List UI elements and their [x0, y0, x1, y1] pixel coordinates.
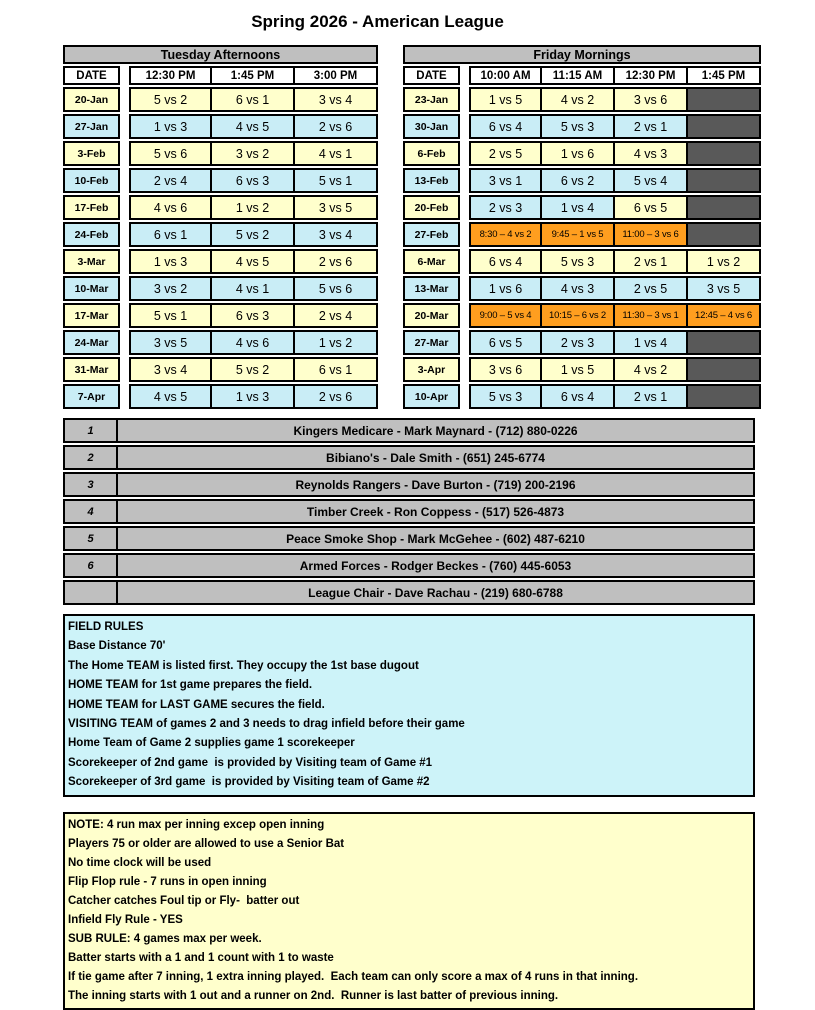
note-rule-line: Flip Flop rule - 7 runs in open inning — [68, 875, 267, 888]
team-number-cell: 5 — [63, 526, 118, 551]
game-cell: 4 vs 3 — [615, 141, 688, 166]
game-cell: 2 vs 6 — [295, 384, 378, 409]
column-spacer — [120, 87, 129, 112]
game-cell: 5 vs 2 — [212, 357, 295, 382]
game-cell: 1 vs 2 — [688, 249, 761, 274]
time-column-header: 3:00 PM — [295, 66, 378, 85]
game-cell: 6 vs 1 — [295, 357, 378, 382]
field-rule-line: HOME TEAM for LAST GAME secures the field. — [68, 698, 325, 711]
game-cell: 3 vs 4 — [295, 222, 378, 247]
game-cell: 5 vs 2 — [212, 222, 295, 247]
date-cell: 13-Mar — [403, 276, 460, 301]
empty-slot-cell — [688, 141, 761, 166]
game-cell: 1 vs 4 — [615, 330, 688, 355]
game-cell: 6 vs 5 — [469, 330, 542, 355]
game-cell: 5 vs 1 — [295, 168, 378, 193]
field-rules-box — [63, 614, 755, 797]
column-spacer — [460, 384, 469, 409]
date-column-header: DATE — [63, 66, 120, 85]
column-spacer — [120, 168, 129, 193]
date-cell: 20-Mar — [403, 303, 460, 328]
game-cell: 6 vs 1 — [212, 87, 295, 112]
game-cell: 3 vs 1 — [469, 168, 542, 193]
team-contact-cell: Timber Creek - Ron Coppess - (517) 526-4873 — [118, 499, 755, 524]
game-cell: 4 vs 1 — [295, 141, 378, 166]
date-cell: 23-Jan — [403, 87, 460, 112]
date-cell: 30-Jan — [403, 114, 460, 139]
game-cell: 2 vs 3 — [542, 330, 615, 355]
game-cell: 2 vs 5 — [469, 141, 542, 166]
game-cell: 6 vs 3 — [212, 168, 295, 193]
column-spacer — [120, 276, 129, 301]
game-cell: 1 vs 2 — [295, 330, 378, 355]
game-cell: 5 vs 3 — [542, 114, 615, 139]
date-cell: 20-Jan — [63, 87, 120, 112]
field-rule-line: Scorekeeper of 3rd game is provided by Visiting team of Game #2 — [68, 776, 430, 789]
field-rule-line: FIELD RULES — [68, 621, 144, 633]
game-cell: 2 vs 6 — [295, 114, 378, 139]
empty-slot-cell — [688, 384, 761, 409]
team-number-cell: 1 — [63, 418, 118, 443]
date-cell: 31-Mar — [63, 357, 120, 382]
game-cell: 1 vs 5 — [469, 87, 542, 112]
column-spacer — [460, 114, 469, 139]
game-cell: 12:45 – 4 vs 6 — [688, 303, 761, 328]
game-cell: 1 vs 6 — [469, 276, 542, 301]
game-cell: 6 vs 5 — [615, 195, 688, 220]
time-column-header: 1:45 PM — [688, 66, 761, 85]
column-spacer — [120, 303, 129, 328]
date-cell: 24-Feb — [63, 222, 120, 247]
date-cell: 27-Jan — [63, 114, 120, 139]
empty-slot-cell — [688, 330, 761, 355]
game-cell: 3 vs 4 — [129, 357, 212, 382]
note-rule-line: Catcher catches Foul tip or Fly- batter out — [68, 894, 300, 907]
table-title: Tuesday Afternoons — [63, 45, 378, 64]
game-cell: 2 vs 1 — [615, 249, 688, 274]
column-spacer — [460, 303, 469, 328]
column-spacer — [120, 330, 129, 355]
column-spacer — [120, 66, 129, 85]
note-rule-line: No time clock will be used — [68, 856, 212, 869]
team-number-cell: 2 — [63, 445, 118, 470]
game-cell: 8:30 – 4 vs 2 — [469, 222, 542, 247]
game-cell: 9:00 – 5 vs 4 — [469, 303, 542, 328]
date-column-header: DATE — [403, 66, 460, 85]
game-cell: 9:45 – 1 vs 5 — [542, 222, 615, 247]
column-spacer — [460, 168, 469, 193]
game-cell: 2 vs 4 — [129, 168, 212, 193]
column-spacer — [120, 222, 129, 247]
date-cell: 7-Apr — [63, 384, 120, 409]
game-cell: 4 vs 2 — [542, 87, 615, 112]
column-spacer — [460, 87, 469, 112]
time-column-header: 12:30 PM — [615, 66, 688, 85]
game-cell: 2 vs 1 — [615, 114, 688, 139]
note-rule-line: Infield Fly Rule - YES — [68, 913, 183, 926]
date-cell: 6-Feb — [403, 141, 460, 166]
team-number-cell — [63, 580, 118, 605]
note-rule-line: Players 75 or older are allowed to use a Senior Bat — [68, 837, 345, 850]
game-cell: 5 vs 3 — [469, 384, 542, 409]
game-cell: 1 vs 3 — [212, 384, 295, 409]
empty-slot-cell — [688, 357, 761, 382]
game-cell: 4 vs 2 — [615, 357, 688, 382]
game-cell: 11:30 – 3 vs 1 — [615, 303, 688, 328]
column-spacer — [460, 276, 469, 301]
note-rule-line: If tie game after 7 inning, 1 extra inning played. Each team can only score a max of 4 runs in that inning. — [68, 970, 639, 983]
game-cell: 3 vs 6 — [615, 87, 688, 112]
date-cell: 17-Feb — [63, 195, 120, 220]
field-rule-line: VISITING TEAM of games 2 and 3 needs to drag infield before their game — [68, 718, 465, 731]
game-cell: 6 vs 4 — [469, 249, 542, 274]
teams-contact-table — [63, 418, 815, 605]
time-column-header: 10:00 AM — [469, 66, 542, 85]
column-spacer — [460, 195, 469, 220]
game-cell: 2 vs 6 — [295, 249, 378, 274]
game-cell: 6 vs 2 — [542, 168, 615, 193]
game-cell: 1 vs 6 — [542, 141, 615, 166]
notes-box — [63, 812, 755, 1010]
date-cell: 13-Feb — [403, 168, 460, 193]
game-cell: 3 vs 5 — [129, 330, 212, 355]
empty-slot-cell — [688, 87, 761, 112]
date-cell: 24-Mar — [63, 330, 120, 355]
date-cell: 27-Mar — [403, 330, 460, 355]
table-title: Friday Mornings — [403, 45, 761, 64]
game-cell: 5 vs 1 — [129, 303, 212, 328]
game-cell: 6 vs 1 — [129, 222, 212, 247]
game-cell: 5 vs 4 — [615, 168, 688, 193]
game-cell: 2 vs 5 — [615, 276, 688, 301]
column-spacer — [460, 222, 469, 247]
column-spacer — [120, 384, 129, 409]
empty-slot-cell — [688, 168, 761, 193]
date-cell: 6-Mar — [403, 249, 460, 274]
game-cell: 1 vs 3 — [129, 249, 212, 274]
time-column-header: 1:45 PM — [212, 66, 295, 85]
game-cell: 3 vs 5 — [295, 195, 378, 220]
column-spacer — [120, 195, 129, 220]
column-spacer — [120, 114, 129, 139]
team-number-cell: 4 — [63, 499, 118, 524]
column-spacer — [120, 249, 129, 274]
game-cell: 2 vs 3 — [469, 195, 542, 220]
date-cell: 3-Mar — [63, 249, 120, 274]
date-cell: 10-Apr — [403, 384, 460, 409]
date-cell: 3-Apr — [403, 357, 460, 382]
column-spacer — [460, 330, 469, 355]
column-spacer — [120, 357, 129, 382]
game-cell: 1 vs 3 — [129, 114, 212, 139]
time-column-header: 12:30 PM — [129, 66, 212, 85]
game-cell: 2 vs 1 — [615, 384, 688, 409]
team-contact-cell: Reynolds Rangers - Dave Burton - (719) 200-2196 — [118, 472, 755, 497]
field-rule-line: Scorekeeper of 2nd game is provided by Visiting team of Game #1 — [68, 756, 433, 769]
game-cell: 1 vs 4 — [542, 195, 615, 220]
team-contact-cell: League Chair - Dave Rachau - (219) 680-6788 — [118, 580, 755, 605]
game-cell: 3 vs 4 — [295, 87, 378, 112]
date-cell: 27-Feb — [403, 222, 460, 247]
column-spacer — [120, 141, 129, 166]
date-cell: 17-Mar — [63, 303, 120, 328]
team-contact-cell: Bibiano's - Dale Smith - (651) 245-6774 — [118, 445, 755, 470]
column-spacer — [460, 141, 469, 166]
column-spacer — [460, 66, 469, 85]
game-cell: 3 vs 6 — [469, 357, 542, 382]
field-rule-line: Home Team of Game 2 supplies game 1 scorekeeper — [68, 737, 355, 750]
game-cell: 4 vs 3 — [542, 276, 615, 301]
column-spacer — [460, 249, 469, 274]
empty-slot-cell — [688, 114, 761, 139]
column-spacer — [460, 357, 469, 382]
date-cell: 3-Feb — [63, 141, 120, 166]
team-contact-cell: Kingers Medicare - Mark Maynard - (712) 880-0226 — [118, 418, 755, 443]
game-cell: 10:15 – 6 vs 2 — [542, 303, 615, 328]
schedule-tables — [63, 45, 815, 409]
note-rule-line: SUB RULE: 4 games max per week. — [68, 932, 262, 945]
team-number-cell: 6 — [63, 553, 118, 578]
tuesday-afternoons-table — [63, 45, 378, 409]
friday-mornings-table — [403, 45, 761, 409]
game-cell: 5 vs 6 — [129, 141, 212, 166]
game-cell: 1 vs 5 — [542, 357, 615, 382]
field-rule-line: Base Distance 70' — [68, 640, 166, 653]
game-cell: 6 vs 4 — [542, 384, 615, 409]
team-contact-cell: Peace Smoke Shop - Mark McGehee - (602) 487-6210 — [118, 526, 755, 551]
team-contact-cell: Armed Forces - Rodger Beckes - (760) 445-6053 — [118, 553, 755, 578]
game-cell: 6 vs 3 — [212, 303, 295, 328]
game-cell: 3 vs 2 — [212, 141, 295, 166]
game-cell: 3 vs 5 — [688, 276, 761, 301]
game-cell: 4 vs 6 — [212, 330, 295, 355]
game-cell: 5 vs 3 — [542, 249, 615, 274]
game-cell: 5 vs 2 — [129, 87, 212, 112]
game-cell: 2 vs 4 — [295, 303, 378, 328]
note-rule-line: NOTE: 4 run max per inning excep open inning — [68, 818, 325, 831]
empty-slot-cell — [688, 222, 761, 247]
game-cell: 4 vs 5 — [212, 249, 295, 274]
time-column-header: 11:15 AM — [542, 66, 615, 85]
team-number-cell: 3 — [63, 472, 118, 497]
field-rule-line: HOME TEAM for 1st game prepares the field. — [68, 679, 313, 692]
date-cell: 10-Feb — [63, 168, 120, 193]
game-cell: 5 vs 6 — [295, 276, 378, 301]
page-title: Spring 2026 - American League — [251, 12, 504, 31]
game-cell: 4 vs 5 — [129, 384, 212, 409]
game-cell: 3 vs 2 — [129, 276, 212, 301]
game-cell: 1 vs 2 — [212, 195, 295, 220]
note-rule-line: Batter starts with a 1 and 1 count with 1 to waste — [68, 951, 334, 964]
note-rule-line: The inning starts with 1 out and a runner on 2nd. Runner is last batter of previous inning. — [68, 989, 559, 1002]
field-rule-line: The Home TEAM is listed first. They occupy the 1st base dugout — [68, 659, 419, 672]
date-cell: 20-Feb — [403, 195, 460, 220]
empty-slot-cell — [688, 195, 761, 220]
game-cell: 11:00 – 3 vs 6 — [615, 222, 688, 247]
game-cell: 6 vs 4 — [469, 114, 542, 139]
game-cell: 4 vs 5 — [212, 114, 295, 139]
game-cell: 4 vs 6 — [129, 195, 212, 220]
game-cell: 4 vs 1 — [212, 276, 295, 301]
date-cell: 10-Mar — [63, 276, 120, 301]
